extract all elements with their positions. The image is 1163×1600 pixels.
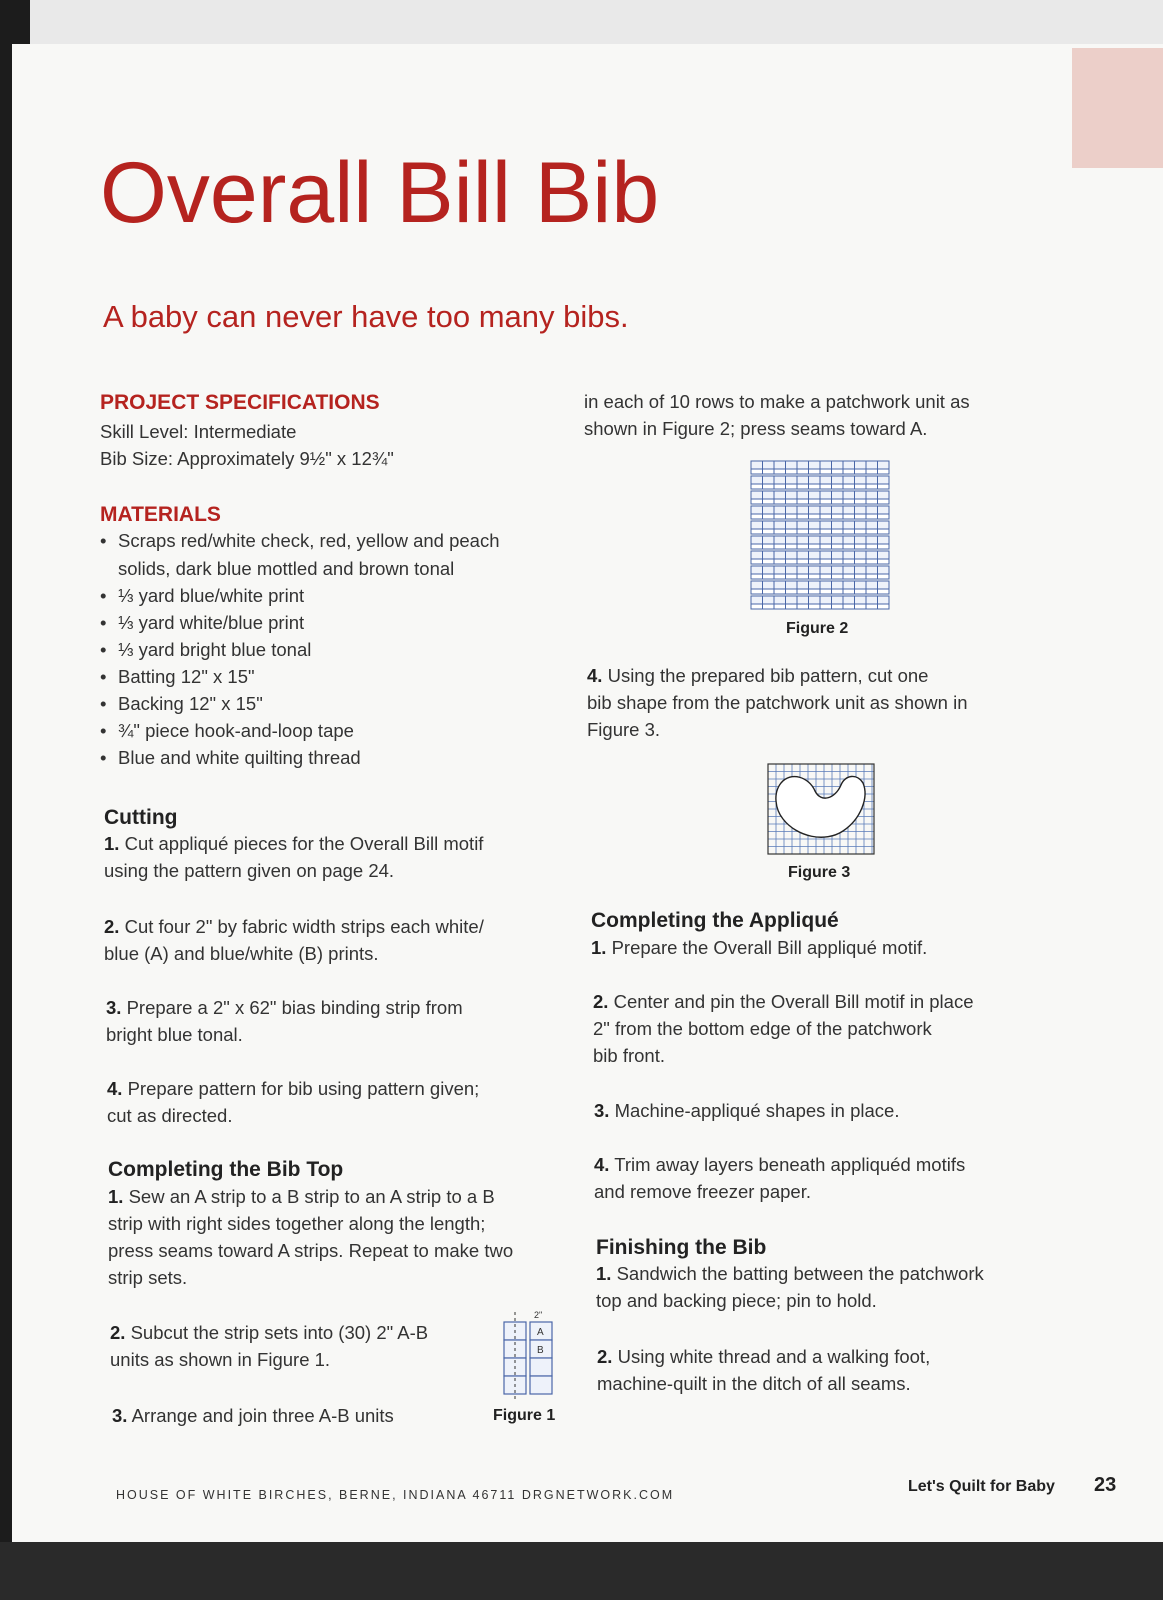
patch-square — [809, 544, 821, 549]
patch-square — [820, 559, 832, 564]
patch-square — [797, 506, 809, 514]
patch-square — [751, 566, 763, 574]
patch-square — [832, 484, 844, 489]
patch-square — [843, 544, 855, 549]
patch-square — [786, 566, 798, 574]
patch-square — [878, 506, 890, 514]
patch-square — [832, 536, 844, 544]
patch-square — [751, 461, 763, 469]
patch-square — [751, 544, 763, 549]
patch-square — [878, 551, 890, 559]
patch-square — [843, 589, 855, 594]
patch-square — [843, 484, 855, 489]
bibtop-step-3-continued: in each of 10 rows to make a patchwork unit as shown in Figure 2; press seams toward A. — [584, 391, 970, 439]
materials-item: • Batting 12" x 15" — [100, 666, 255, 687]
patch-square — [820, 521, 832, 529]
patch-square — [866, 604, 878, 609]
patch-square — [855, 491, 867, 499]
patch-square — [774, 536, 786, 544]
patch-square — [843, 461, 855, 469]
finishing-heading: Finishing the Bib — [596, 1236, 767, 1259]
patch-square — [797, 589, 809, 594]
patch-square — [866, 491, 878, 499]
patch-square — [832, 499, 844, 504]
patch-square — [763, 536, 775, 544]
patch-square — [751, 521, 763, 529]
patch-square — [774, 476, 786, 484]
bibtop-heading: Completing the Bib Top — [108, 1158, 344, 1181]
cutting-heading: Cutting — [104, 806, 178, 829]
patch-square — [843, 529, 855, 534]
patch-square — [866, 469, 878, 474]
page-subtitle: A baby can never have too many bibs. — [103, 299, 629, 334]
patch-square — [763, 574, 775, 579]
patch-square — [820, 499, 832, 504]
patch-square — [878, 604, 890, 609]
patch-square — [786, 499, 798, 504]
figure-1-label-a: A — [537, 1327, 544, 1338]
patch-square — [809, 566, 821, 574]
patch-square — [763, 491, 775, 499]
patch-square — [774, 544, 786, 549]
patch-square — [878, 491, 890, 499]
patch-square — [843, 551, 855, 559]
patch-square — [809, 536, 821, 544]
materials-item: • ⅓ yard white/blue print — [100, 612, 305, 633]
patch-square — [878, 521, 890, 529]
materials-item: • ⅓ yard bright blue tonal — [100, 639, 312, 660]
patch-square — [820, 506, 832, 514]
patch-square — [797, 521, 809, 529]
patch-square — [797, 596, 809, 604]
patch-square — [832, 574, 844, 579]
patch-square — [786, 559, 798, 564]
patch-square — [820, 491, 832, 499]
finishing-step: 1. Sandwich the batting between the patchwork top and backing piece; pin to hold. — [596, 1263, 984, 1311]
patch-square — [797, 514, 809, 519]
patch-square — [786, 551, 798, 559]
patch-square — [820, 566, 832, 574]
materials-item: • Blue and white quilting thread — [100, 747, 361, 768]
patch-square — [855, 529, 867, 534]
materials-item: • ¾" piece hook-and-loop tape — [100, 720, 354, 741]
bib-size: Bib Size: Approximately 9½" x 12¾" — [100, 448, 394, 469]
patch-square — [866, 461, 878, 469]
patch-square — [843, 506, 855, 514]
patch-square — [832, 544, 844, 549]
patch-square — [866, 514, 878, 519]
patch-square — [855, 484, 867, 489]
bibtop-step-4: 4. Using the prepared bib pattern, cut one bib shape from the patchwork unit as shown in Figure 3. — [587, 665, 968, 740]
patch-square — [820, 529, 832, 534]
patch-square — [786, 589, 798, 594]
figure-2-diagram — [750, 460, 890, 616]
patch-square — [866, 596, 878, 604]
patch-square — [809, 514, 821, 519]
patch-square — [855, 566, 867, 574]
finishing-step: 2. Using white thread and a walking foot, machine-quilt in the ditch of all seams. — [597, 1346, 931, 1394]
patch-square — [797, 604, 809, 609]
patch-square — [878, 461, 890, 469]
patch-square — [809, 529, 821, 534]
page — [12, 44, 1163, 1542]
cutting-step: 4. Prepare pattern for bib using pattern given; cut as directed. — [107, 1078, 480, 1126]
patch-square — [809, 596, 821, 604]
patch-square — [855, 574, 867, 579]
patch-square — [797, 536, 809, 544]
patch-square — [820, 476, 832, 484]
patch-square — [878, 529, 890, 534]
cutting-step: 3. Prepare a 2" x 62" bias binding strip from bright blue tonal. — [106, 997, 463, 1045]
patch-square — [763, 499, 775, 504]
skill-level: Skill Level: Intermediate — [100, 421, 297, 442]
materials-item: solids, dark blue mottled and brown tonal — [118, 558, 455, 579]
patch-square — [855, 589, 867, 594]
patch-square — [774, 574, 786, 579]
patch-square — [809, 469, 821, 474]
patch-square — [774, 596, 786, 604]
patch-square — [866, 559, 878, 564]
bib-shape — [776, 776, 865, 837]
patch-square — [763, 529, 775, 534]
patch-square — [751, 506, 763, 514]
patch-square — [751, 469, 763, 474]
patch-square — [786, 529, 798, 534]
applique-step: 2. Center and pin the Overall Bill motif in place 2" from the bottom edge of the patchwork bib front. — [593, 991, 974, 1066]
patch-square — [751, 536, 763, 544]
patch-square — [786, 574, 798, 579]
patch-square — [843, 596, 855, 604]
patch-square — [774, 491, 786, 499]
patch-square — [786, 476, 798, 484]
figure-1-dimension: 2" — [534, 1310, 543, 1320]
patch-square — [843, 476, 855, 484]
patch-square — [751, 499, 763, 504]
patch-square — [763, 514, 775, 519]
footer-book-title: Let's Quilt for Baby — [908, 1478, 1055, 1495]
materials-item: • Backing 12" x 15" — [100, 693, 263, 714]
patch-square — [751, 476, 763, 484]
patch-square — [820, 514, 832, 519]
applique-heading: Completing the Appliqué — [591, 909, 839, 932]
patch-square — [774, 484, 786, 489]
materials-item: • Scraps red/white check, red, yellow and peach — [100, 530, 500, 551]
patch-square — [809, 589, 821, 594]
patch-square — [866, 484, 878, 489]
patch-square — [843, 521, 855, 529]
patch-square — [786, 544, 798, 549]
patch-square — [786, 461, 798, 469]
patch-square — [878, 559, 890, 564]
patch-square — [820, 551, 832, 559]
patch-square — [820, 544, 832, 549]
patch-square — [797, 484, 809, 489]
patch-square — [866, 589, 878, 594]
patch-square — [763, 596, 775, 604]
patch-square — [820, 596, 832, 604]
patch-square — [797, 544, 809, 549]
patch-square — [820, 581, 832, 589]
patch-square — [832, 506, 844, 514]
patch-square — [866, 574, 878, 579]
patch-square — [832, 566, 844, 574]
patch-square — [855, 499, 867, 504]
patch-square — [774, 499, 786, 504]
patch-square — [797, 469, 809, 474]
patch-square — [797, 461, 809, 469]
patch-square — [832, 491, 844, 499]
patch-square — [809, 484, 821, 489]
patch-square — [843, 581, 855, 589]
figure-1-label-b: B — [537, 1345, 544, 1356]
patch-square — [820, 604, 832, 609]
patch-square — [855, 544, 867, 549]
patch-square — [832, 604, 844, 609]
patch-square — [797, 559, 809, 564]
patch-square — [763, 476, 775, 484]
patch-square — [809, 506, 821, 514]
cutting-step: 2. Cut four 2" by fabric width strips each white/ blue (A) and blue/white (B) prints. — [104, 916, 484, 964]
patch-square — [843, 514, 855, 519]
patch-square — [751, 559, 763, 564]
patch-square — [832, 529, 844, 534]
patch-square — [866, 529, 878, 534]
patch-square — [751, 589, 763, 594]
patch-square — [763, 469, 775, 474]
patch-square — [774, 521, 786, 529]
patch-square — [751, 514, 763, 519]
patch-square — [797, 491, 809, 499]
specs-heading: PROJECT SPECIFICATIONS — [100, 391, 380, 414]
patch-square — [843, 491, 855, 499]
patch-square — [774, 514, 786, 519]
patch-square — [832, 469, 844, 474]
figure-3-caption: Figure 3 — [788, 864, 851, 881]
patch-square — [820, 484, 832, 489]
patch-square — [855, 551, 867, 559]
patch-square — [763, 559, 775, 564]
patch-square — [797, 551, 809, 559]
patch-square — [855, 581, 867, 589]
patch-square — [786, 484, 798, 489]
patch-square — [843, 469, 855, 474]
patch-square — [866, 544, 878, 549]
patch-square — [820, 536, 832, 544]
patch-square — [763, 551, 775, 559]
patch-square — [763, 581, 775, 589]
patch-square — [855, 476, 867, 484]
patch-square — [855, 469, 867, 474]
patch-square — [763, 604, 775, 609]
patch-square — [820, 589, 832, 594]
patch-square — [797, 566, 809, 574]
bibtop-step-2: 2. Subcut the strip sets into (30) 2" A-B units as shown in Figure 1. — [110, 1322, 429, 1370]
patch-square — [774, 529, 786, 534]
patch-square — [763, 589, 775, 594]
patch-square — [878, 544, 890, 549]
patch-square — [832, 581, 844, 589]
patch-square — [855, 596, 867, 604]
patch-square — [751, 491, 763, 499]
patch-square — [774, 506, 786, 514]
patch-square — [832, 551, 844, 559]
patch-square — [751, 604, 763, 609]
patch-square — [809, 476, 821, 484]
page-number: 23 — [1094, 1474, 1117, 1496]
patch-square — [832, 521, 844, 529]
patch-square — [843, 566, 855, 574]
patch-square — [809, 604, 821, 609]
patch-square — [878, 589, 890, 594]
patch-square — [820, 461, 832, 469]
patch-square — [774, 551, 786, 559]
patch-square — [751, 596, 763, 604]
patch-square — [786, 469, 798, 474]
patch-square — [797, 499, 809, 504]
patch-square — [786, 506, 798, 514]
patch-square — [855, 514, 867, 519]
patch-square — [786, 514, 798, 519]
patch-square — [866, 566, 878, 574]
patch-square — [809, 499, 821, 504]
patch-square — [832, 476, 844, 484]
patch-square — [866, 551, 878, 559]
patch-square — [866, 499, 878, 504]
patch-square — [763, 506, 775, 514]
figure-2-caption: Figure 2 — [786, 620, 849, 637]
patch-square — [843, 559, 855, 564]
patch-square — [855, 559, 867, 564]
cutting-step: 1. Cut appliqué pieces for the Overall Bill motif using the pattern given on page 24. — [104, 833, 484, 881]
patch-square — [786, 604, 798, 609]
patch-square — [751, 484, 763, 489]
patch-square — [774, 461, 786, 469]
patch-square — [809, 461, 821, 469]
patch-square — [797, 574, 809, 579]
figure-3-diagram — [767, 763, 875, 855]
scan-top-edge — [0, 0, 1163, 44]
bibtop-step-1: 1. Sew an A strip to a B strip to an A strip to a B strip with right sides together along the length; press seams toward A strips. Repeat to make two strip sets. — [108, 1186, 514, 1288]
patch-square — [786, 491, 798, 499]
patch-square — [866, 506, 878, 514]
patch-square — [820, 574, 832, 579]
patch-square — [774, 566, 786, 574]
patch-square — [786, 596, 798, 604]
patch-square — [751, 551, 763, 559]
patch-square — [878, 499, 890, 504]
patch-square — [751, 581, 763, 589]
patch-square — [774, 589, 786, 594]
applique-step: 4. Trim away layers beneath appliquéd motifs and remove freezer paper. — [594, 1154, 966, 1202]
patch-square — [763, 566, 775, 574]
patch-square — [878, 469, 890, 474]
patch-square — [763, 544, 775, 549]
patch-square — [843, 499, 855, 504]
footer-publisher: HOUSE OF WHITE BIRCHES, BERNE, INDIANA 46711 DRGNETWORK.COM — [116, 1488, 675, 1502]
patch-square — [866, 521, 878, 529]
patch-square — [855, 506, 867, 514]
patch-square — [843, 604, 855, 609]
figure-1-diagram — [494, 1300, 568, 1400]
patch-square — [820, 469, 832, 474]
page-tab — [1072, 48, 1163, 168]
patch-square — [809, 574, 821, 579]
patch-square — [797, 581, 809, 589]
materials-heading: MATERIALS — [100, 503, 221, 526]
bibtop-step-3: 3. Arrange and join three A-B units — [112, 1405, 394, 1426]
patch-square — [878, 484, 890, 489]
patch-square — [809, 581, 821, 589]
patch-square — [855, 461, 867, 469]
patch-square — [809, 491, 821, 499]
patch-square — [763, 484, 775, 489]
patch-square — [774, 604, 786, 609]
figure-1-caption: Figure 1 — [493, 1407, 556, 1424]
patch-square — [855, 536, 867, 544]
materials-item: • ⅓ yard blue/white print — [100, 585, 305, 606]
patch-square — [797, 529, 809, 534]
patch-square — [832, 559, 844, 564]
patch-square — [809, 551, 821, 559]
patch-square — [878, 566, 890, 574]
patch-square — [855, 521, 867, 529]
patch-square — [751, 529, 763, 534]
scan-bottom-edge — [0, 1542, 1163, 1600]
patch-square — [866, 536, 878, 544]
patch-square — [878, 536, 890, 544]
patch-square — [855, 604, 867, 609]
patch-square — [878, 514, 890, 519]
patch-square — [878, 596, 890, 604]
patch-square — [797, 476, 809, 484]
applique-step: 1. Prepare the Overall Bill appliqué motif. — [591, 937, 928, 958]
patch-square — [843, 536, 855, 544]
patch-square — [763, 521, 775, 529]
patch-square — [878, 581, 890, 589]
patch-square — [878, 574, 890, 579]
patch-square — [866, 476, 878, 484]
patch-square — [774, 581, 786, 589]
patch-square — [878, 476, 890, 484]
patch-square — [866, 581, 878, 589]
patch-square — [774, 469, 786, 474]
patch-square — [751, 574, 763, 579]
patch-square — [809, 559, 821, 564]
applique-step: 3. Machine-appliqué shapes in place. — [594, 1100, 900, 1121]
page-title: Overall Bill Bib — [100, 145, 660, 241]
patch-square — [786, 521, 798, 529]
patch-square — [843, 574, 855, 579]
patch-square — [832, 596, 844, 604]
patch-square — [786, 581, 798, 589]
patch-square — [786, 536, 798, 544]
patch-square — [832, 461, 844, 469]
patch-square — [763, 461, 775, 469]
patch-square — [774, 559, 786, 564]
patch-square — [809, 521, 821, 529]
patch-square — [832, 514, 844, 519]
patch-square — [832, 589, 844, 594]
